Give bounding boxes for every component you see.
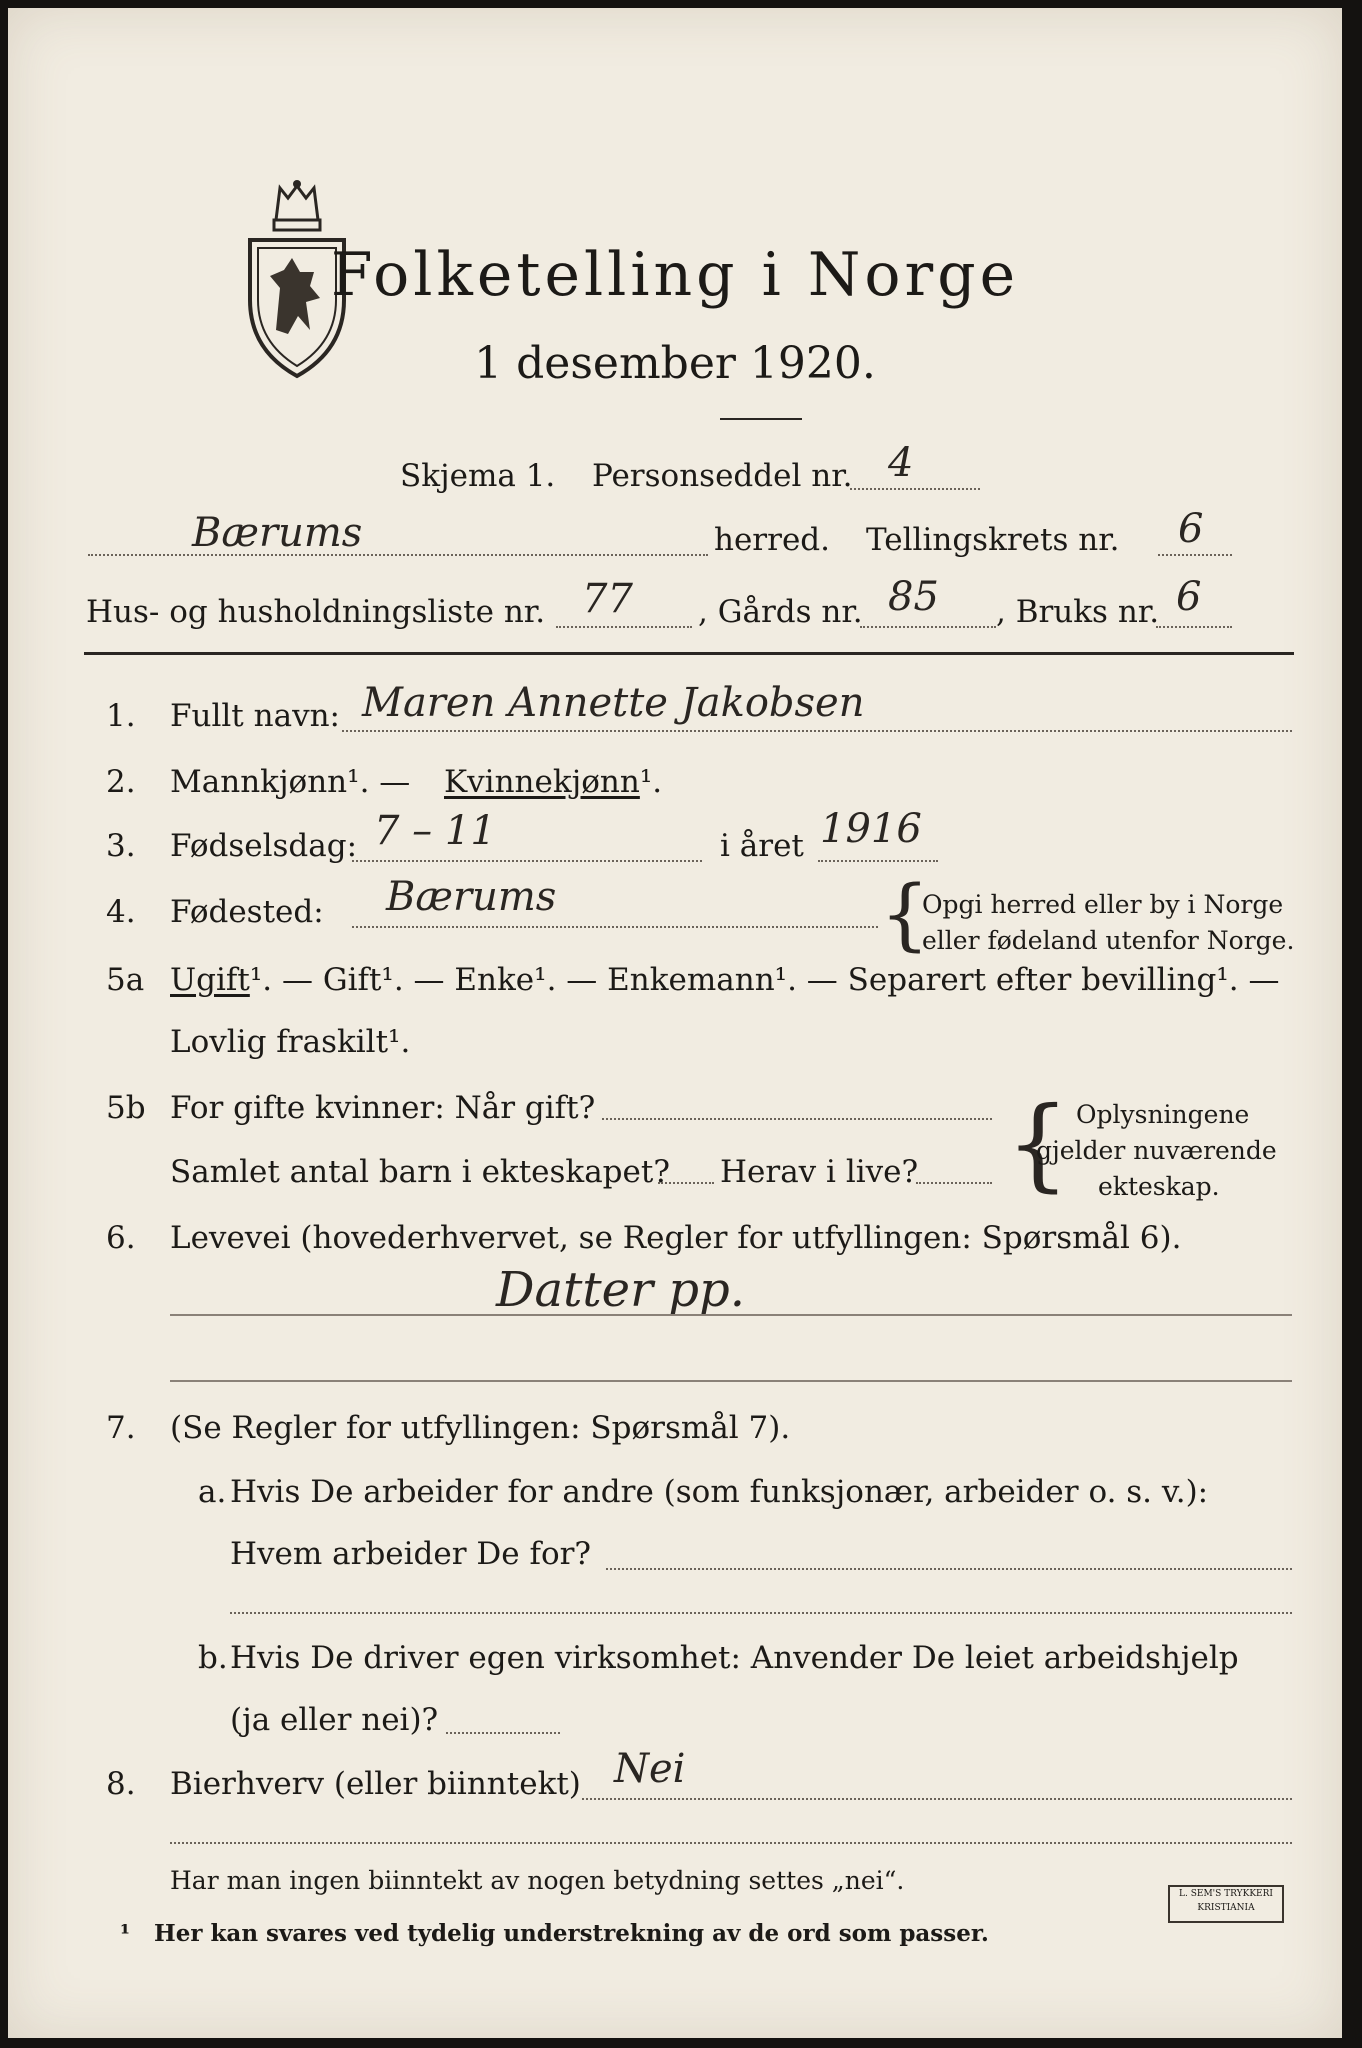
q3-label: Fødselsdag: <box>170 828 358 864</box>
gards-label: , Gårds nr. <box>698 594 863 630</box>
q7a-line-extra <box>230 1612 1292 1614</box>
q8-label: Bierhverv (eller biinntekt) <box>170 1766 581 1802</box>
bruks-label: , Bruks nr. <box>996 594 1160 630</box>
q3-number: 3. <box>106 828 136 864</box>
q4-note-2: eller fødeland utenfor Norge. <box>922 926 1295 955</box>
q1-value: Maren Annette Jakobsen <box>362 680 865 726</box>
q5a-options <box>170 962 1279 998</box>
q3-year-value: 1916 <box>820 806 922 852</box>
q8-value: Nei <box>614 1746 686 1792</box>
q2-kvinne-sup: ¹. <box>639 764 663 800</box>
herred-value: Bærums <box>192 510 363 556</box>
q3-year-label: i året <box>720 828 804 864</box>
herred-label: herred. <box>714 522 830 558</box>
q5b-alive-label: Herav i live? <box>720 1154 919 1190</box>
title-divider <box>720 418 802 420</box>
tellingskrets-line <box>1158 554 1232 556</box>
census-date: 1 desember 1920. <box>474 338 876 389</box>
personseddel-label: Personseddel nr. <box>592 458 853 494</box>
q5b-children-label: Samlet antal barn i ekteskapet? <box>170 1154 670 1190</box>
q2-kvinne <box>444 764 662 800</box>
footnote-text: Her kan svares ved tydelig understrekning av de ord som passer. <box>154 1920 989 1947</box>
q7-number: 7. <box>106 1410 136 1446</box>
q5b-note-2: gjelder nuværende <box>1036 1136 1277 1165</box>
q3-year-line <box>818 860 938 862</box>
personseddel-value: 4 <box>888 440 914 486</box>
q2-kvinne-underlined: Kvinnekjønn <box>444 764 640 800</box>
q7-label: (Se Regler for utfyllingen: Spørsmål 7). <box>170 1410 791 1446</box>
q8-line-extra <box>170 1842 1292 1844</box>
q5b-brace: { <box>1006 1085 1070 1202</box>
q6-label: Levevei (hovederhvervet, se Regler for utfyllingen: Spørsmål 6). <box>170 1220 1182 1256</box>
q5b-number: 5b <box>106 1090 146 1126</box>
q5b-alive-line <box>916 1182 992 1184</box>
q4-value: Bærums <box>386 874 557 920</box>
q7b-letter: b. <box>198 1640 228 1676</box>
husholdningsliste-value: 77 <box>582 576 633 622</box>
gards-value: 85 <box>888 574 939 620</box>
q7b-line1: Hvis De driver egen virksomhet: Anvender De leiet arbeidshjelp <box>230 1640 1239 1676</box>
q2-number: 2. <box>106 764 136 800</box>
footnote-mark: ¹ <box>120 1920 131 1947</box>
tellingskrets-value: 6 <box>1178 506 1204 552</box>
printer-stamp: L. SEM'S TRYKKERI KRISTIANIA <box>1168 1885 1284 1923</box>
q6-line-1 <box>170 1314 1292 1316</box>
q5a-number: 5a <box>106 962 145 998</box>
bruks-line <box>1156 626 1232 628</box>
q6-number: 6. <box>106 1220 136 1256</box>
q1-label: Fullt navn: <box>170 698 340 734</box>
q5a-other-options: ¹. — Gift¹. — Enke¹. — Enkemann¹. — Separert efter bevilling¹. — <box>249 962 1280 998</box>
q3-line <box>352 860 702 862</box>
husholdningsliste-line <box>556 626 692 628</box>
q1-number: 1. <box>106 698 136 734</box>
tellingskrets-label: Tellingskrets nr. <box>866 522 1120 558</box>
q8-number: 8. <box>106 1766 136 1802</box>
q7b-line <box>446 1732 560 1734</box>
personseddel-line <box>850 488 980 490</box>
herred-line <box>88 554 708 556</box>
q4-brace: { <box>880 870 930 960</box>
footer-note: Har man ingen biinntekt av nogen betydning settes „nei“. <box>170 1866 905 1895</box>
q5b-note-3: ekteskap. <box>1098 1172 1220 1201</box>
form-title: Folketelling i Norge <box>330 240 1020 310</box>
q6-value: Datter pp. <box>496 1262 745 1318</box>
q5b-children-line <box>658 1182 714 1184</box>
q7a-line <box>606 1568 1292 1570</box>
q5a-ugift-underlined: Ugift <box>170 962 250 998</box>
schema-label: Skjema 1. <box>400 458 556 494</box>
q5b-note-1: Oplysningene <box>1076 1100 1250 1129</box>
q6-line-2 <box>170 1380 1292 1382</box>
q2-mann: Mannkjønn¹. — <box>170 764 411 800</box>
q4-number: 4. <box>106 894 136 930</box>
husholdningsliste-label: Hus- og husholdningsliste nr. <box>86 594 546 630</box>
q4-label: Fødested: <box>170 894 324 930</box>
q5b-label: For gifte kvinner: Når gift? <box>170 1090 596 1126</box>
q7b-line2: (ja eller nei)? <box>230 1702 439 1738</box>
q4-note-1: Opgi herred eller by i Norge <box>922 890 1284 919</box>
q7a-line1: Hvis De arbeider for andre (som funksjonær, arbeider o. s. v.): <box>230 1474 1209 1510</box>
q1-line <box>342 730 1292 732</box>
q5a-line2: Lovlig fraskilt¹. <box>170 1024 411 1060</box>
gards-line <box>860 626 996 628</box>
census-form-sheet <box>8 8 1342 2038</box>
q7a-letter: a. <box>198 1474 227 1510</box>
bruks-value: 6 <box>1176 574 1202 620</box>
q5b-married-line <box>602 1118 992 1120</box>
q4-line <box>352 926 878 928</box>
header-rule <box>84 652 1294 655</box>
q3-value: 7 – 11 <box>374 808 496 854</box>
q7a-line2: Hvem arbeider De for? <box>230 1536 592 1572</box>
q8-line <box>582 1798 1292 1800</box>
